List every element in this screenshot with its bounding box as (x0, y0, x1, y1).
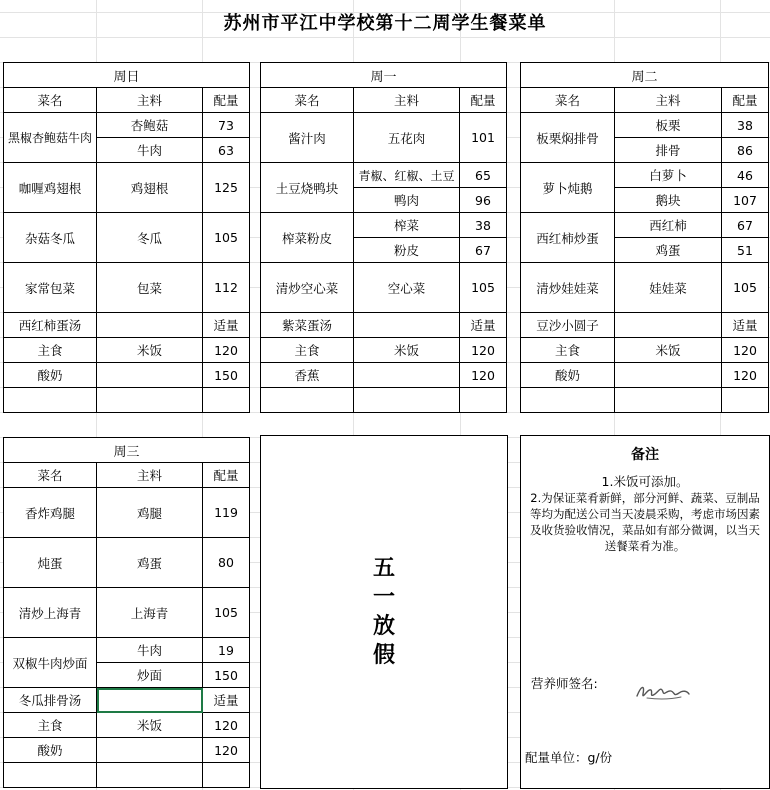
column-header-ingredient: 主料 (97, 463, 203, 488)
ingredient-cell[interactable] (615, 363, 722, 388)
column-header-dish: 菜名 (261, 88, 354, 113)
ingredient-cell[interactable]: 娃娃菜 (615, 263, 722, 313)
ingredient-cell[interactable]: 鸭肉 (354, 188, 460, 213)
ingredient-cell[interactable]: 米饭 (354, 338, 460, 363)
dish-cell[interactable]: 主食 (521, 338, 615, 363)
gridline (0, 37, 770, 38)
dish-cell[interactable]: 冬瓜排骨汤 (4, 688, 97, 713)
amount-cell[interactable]: 96 (460, 188, 507, 213)
amount-cell[interactable]: 112 (203, 263, 250, 313)
ingredient-cell[interactable] (354, 313, 460, 338)
notes-title: 备注 (631, 447, 659, 463)
notes-box[interactable] (520, 435, 770, 789)
ingredient-cell[interactable]: 排骨 (615, 138, 722, 163)
ingredient-cell[interactable]: 榨菜 (354, 213, 460, 238)
dish-cell[interactable]: 板栗焖排骨 (521, 113, 615, 163)
day-header: 周一 (261, 63, 507, 88)
dish-cell[interactable]: 酸奶 (4, 363, 97, 388)
amount-cell[interactable]: 38 (460, 213, 507, 238)
note-line-1: 1.米饭可添加。 (601, 474, 689, 489)
empty-cell[interactable] (4, 388, 97, 413)
amount-cell[interactable]: 150 (203, 363, 250, 388)
column-header-ingredient: 主料 (354, 88, 460, 113)
dish-cell[interactable]: 炖蛋 (4, 538, 97, 588)
menu-table-tuesday (520, 62, 769, 413)
amount-cell[interactable]: 120 (203, 738, 250, 763)
empty-cell[interactable] (722, 388, 769, 413)
amount-cell[interactable]: 101 (460, 113, 507, 163)
amount-cell[interactable]: 86 (722, 138, 769, 163)
column-header-dish: 菜名 (4, 463, 97, 488)
amount-cell[interactable]: 19 (203, 638, 250, 663)
amount-cell[interactable]: 107 (722, 188, 769, 213)
dish-cell[interactable]: 榨菜粉皮 (261, 213, 354, 263)
handwritten-signature (633, 678, 693, 704)
ingredient-cell[interactable] (97, 738, 203, 763)
amount-cell[interactable]: 46 (722, 163, 769, 188)
amount-cell[interactable]: 适量 (722, 313, 769, 338)
amount-cell[interactable]: 105 (722, 263, 769, 313)
ingredient-cell[interactable]: 白萝卜 (615, 163, 722, 188)
dish-cell[interactable]: 香炸鸡腿 (4, 488, 97, 538)
dish-cell[interactable]: 酸奶 (521, 363, 615, 388)
ingredient-cell[interactable]: 五花肉 (354, 113, 460, 163)
ingredient-cell[interactable]: 米饭 (97, 713, 203, 738)
amount-cell[interactable]: 150 (203, 663, 250, 688)
empty-cell[interactable] (4, 763, 97, 788)
ingredient-cell[interactable]: 杏鲍菇 (97, 113, 203, 138)
amount-cell[interactable]: 105 (203, 588, 250, 638)
empty-cell[interactable] (261, 388, 354, 413)
amount-cell[interactable]: 120 (460, 338, 507, 363)
holiday-notice: 五一放假 (372, 555, 395, 668)
amount-cell[interactable]: 67 (460, 238, 507, 263)
amount-cell[interactable]: 105 (203, 213, 250, 263)
amount-cell[interactable]: 120 (460, 363, 507, 388)
menu-table-monday (260, 62, 507, 413)
ingredient-cell[interactable]: 上海青 (97, 588, 203, 638)
dish-cell[interactable]: 主食 (261, 338, 354, 363)
amount-cell[interactable]: 120 (722, 363, 769, 388)
ingredient-cell[interactable]: 鸡蛋 (615, 238, 722, 263)
amount-cell[interactable]: 67 (722, 213, 769, 238)
ingredient-cell[interactable]: 牛肉 (97, 138, 203, 163)
dish-cell[interactable]: 萝卜炖鹅 (521, 163, 615, 213)
amount-cell[interactable]: 120 (203, 338, 250, 363)
holiday-notice-box[interactable] (260, 435, 508, 789)
empty-cell[interactable] (97, 763, 203, 788)
column-header-amount: 配量 (722, 88, 769, 113)
day-header: 周日 (4, 63, 250, 88)
dish-cell[interactable]: 紫菜蛋汤 (261, 313, 354, 338)
dish-cell[interactable]: 土豆烧鸭块 (261, 163, 354, 213)
ingredient-cell[interactable]: 空心菜 (354, 263, 460, 313)
day-header: 周二 (521, 63, 769, 88)
column-header-amount: 配量 (460, 88, 507, 113)
empty-cell[interactable] (97, 388, 203, 413)
amount-cell[interactable]: 120 (203, 713, 250, 738)
amount-cell[interactable]: 63 (203, 138, 250, 163)
dish-cell[interactable]: 主食 (4, 338, 97, 363)
ingredient-cell[interactable]: 包菜 (97, 263, 203, 313)
column-header-ingredient: 主料 (615, 88, 722, 113)
amount-cell[interactable]: 125 (203, 163, 250, 213)
ingredient-cell[interactable]: 鸡腿 (97, 488, 203, 538)
ingredient-cell[interactable]: 鸡翅根 (97, 163, 203, 213)
dish-cell[interactable]: 杂菇冬瓜 (4, 213, 97, 263)
amount-cell[interactable]: 65 (460, 163, 507, 188)
ingredient-cell[interactable]: 鹅块 (615, 188, 722, 213)
menu-table-wednesday (3, 437, 250, 788)
amount-cell[interactable]: 119 (203, 488, 250, 538)
ingredient-cell[interactable]: 冬瓜 (97, 213, 203, 263)
empty-cell[interactable] (203, 388, 250, 413)
ingredient-cell[interactable] (354, 363, 460, 388)
ingredient-cell[interactable]: 牛肉 (97, 638, 203, 663)
ingredient-cell[interactable]: 板栗 (615, 113, 722, 138)
amount-cell[interactable]: 适量 (203, 313, 250, 338)
dish-cell[interactable]: 清炒上海青 (4, 588, 97, 638)
column-header-ingredient: 主料 (97, 88, 203, 113)
ingredient-cell[interactable]: 西红柿 (615, 213, 722, 238)
empty-cell[interactable] (615, 388, 722, 413)
page-title: 苏州市平江中学校第十二周学生餐菜单 (223, 13, 547, 34)
empty-cell[interactable] (521, 388, 615, 413)
ingredient-cell[interactable]: 米饭 (97, 338, 203, 363)
signature-label: 营养师签名: (531, 676, 598, 691)
dish-cell[interactable]: 酱汁肉 (261, 113, 354, 163)
unit-label: 配量单位：g/份 (525, 750, 613, 765)
column-header-dish: 菜名 (521, 88, 615, 113)
empty-cell[interactable] (203, 763, 250, 788)
amount-cell[interactable]: 73 (203, 113, 250, 138)
dish-cell[interactable]: 豆沙小圆子 (521, 313, 615, 338)
column-header-amount: 配量 (203, 463, 250, 488)
amount-cell[interactable]: 适量 (460, 313, 507, 338)
ingredient-cell[interactable]: 米饭 (615, 338, 722, 363)
dish-cell[interactable]: 香蕉 (261, 363, 354, 388)
amount-cell[interactable]: 适量 (203, 688, 250, 713)
dish-cell[interactable]: 酸奶 (4, 738, 97, 763)
dish-cell[interactable]: 家常包菜 (4, 263, 97, 313)
dish-cell[interactable]: 西红柿蛋汤 (4, 313, 97, 338)
ingredient-cell[interactable] (97, 313, 203, 338)
amount-cell[interactable]: 105 (460, 263, 507, 313)
amount-cell[interactable]: 80 (203, 538, 250, 588)
menu-table-sunday (3, 62, 250, 413)
ingredient-cell[interactable] (615, 313, 722, 338)
ingredient-cell[interactable]: 鸡蛋 (97, 538, 203, 588)
note-line-2: 2.为保证菜肴新鲜，部分河鲜、蔬菜、豆制品等均为配送公司当天凌晨采购，考虑市场因素及收货验收情况，菜品如有部分微调，以当天送餐菜肴为准。 (530, 491, 760, 553)
selected-cell[interactable] (97, 688, 203, 713)
dish-cell[interactable]: 双椒牛肉炒面 (4, 638, 97, 688)
amount-cell[interactable]: 120 (722, 338, 769, 363)
amount-cell[interactable]: 51 (722, 238, 769, 263)
empty-cell[interactable] (354, 388, 460, 413)
day-header: 周三 (4, 438, 250, 463)
dish-cell[interactable]: 黑椒杏鲍菇牛肉 (4, 113, 97, 163)
dish-cell[interactable]: 清炒空心菜 (261, 263, 354, 313)
column-header-dish: 菜名 (4, 88, 97, 113)
ingredient-cell[interactable]: 炒面 (97, 663, 203, 688)
ingredient-cell[interactable] (97, 363, 203, 388)
ingredient-cell[interactable]: 粉皮 (354, 238, 460, 263)
amount-cell[interactable]: 38 (722, 113, 769, 138)
column-header-amount: 配量 (203, 88, 250, 113)
empty-cell[interactable] (460, 388, 507, 413)
ingredient-cell[interactable]: 青椒、红椒、土豆 (354, 163, 460, 188)
dish-cell[interactable]: 西红柿炒蛋 (521, 213, 615, 263)
dish-cell[interactable]: 咖喱鸡翅根 (4, 163, 97, 213)
dish-cell[interactable]: 清炒娃娃菜 (521, 263, 615, 313)
dish-cell[interactable]: 主食 (4, 713, 97, 738)
